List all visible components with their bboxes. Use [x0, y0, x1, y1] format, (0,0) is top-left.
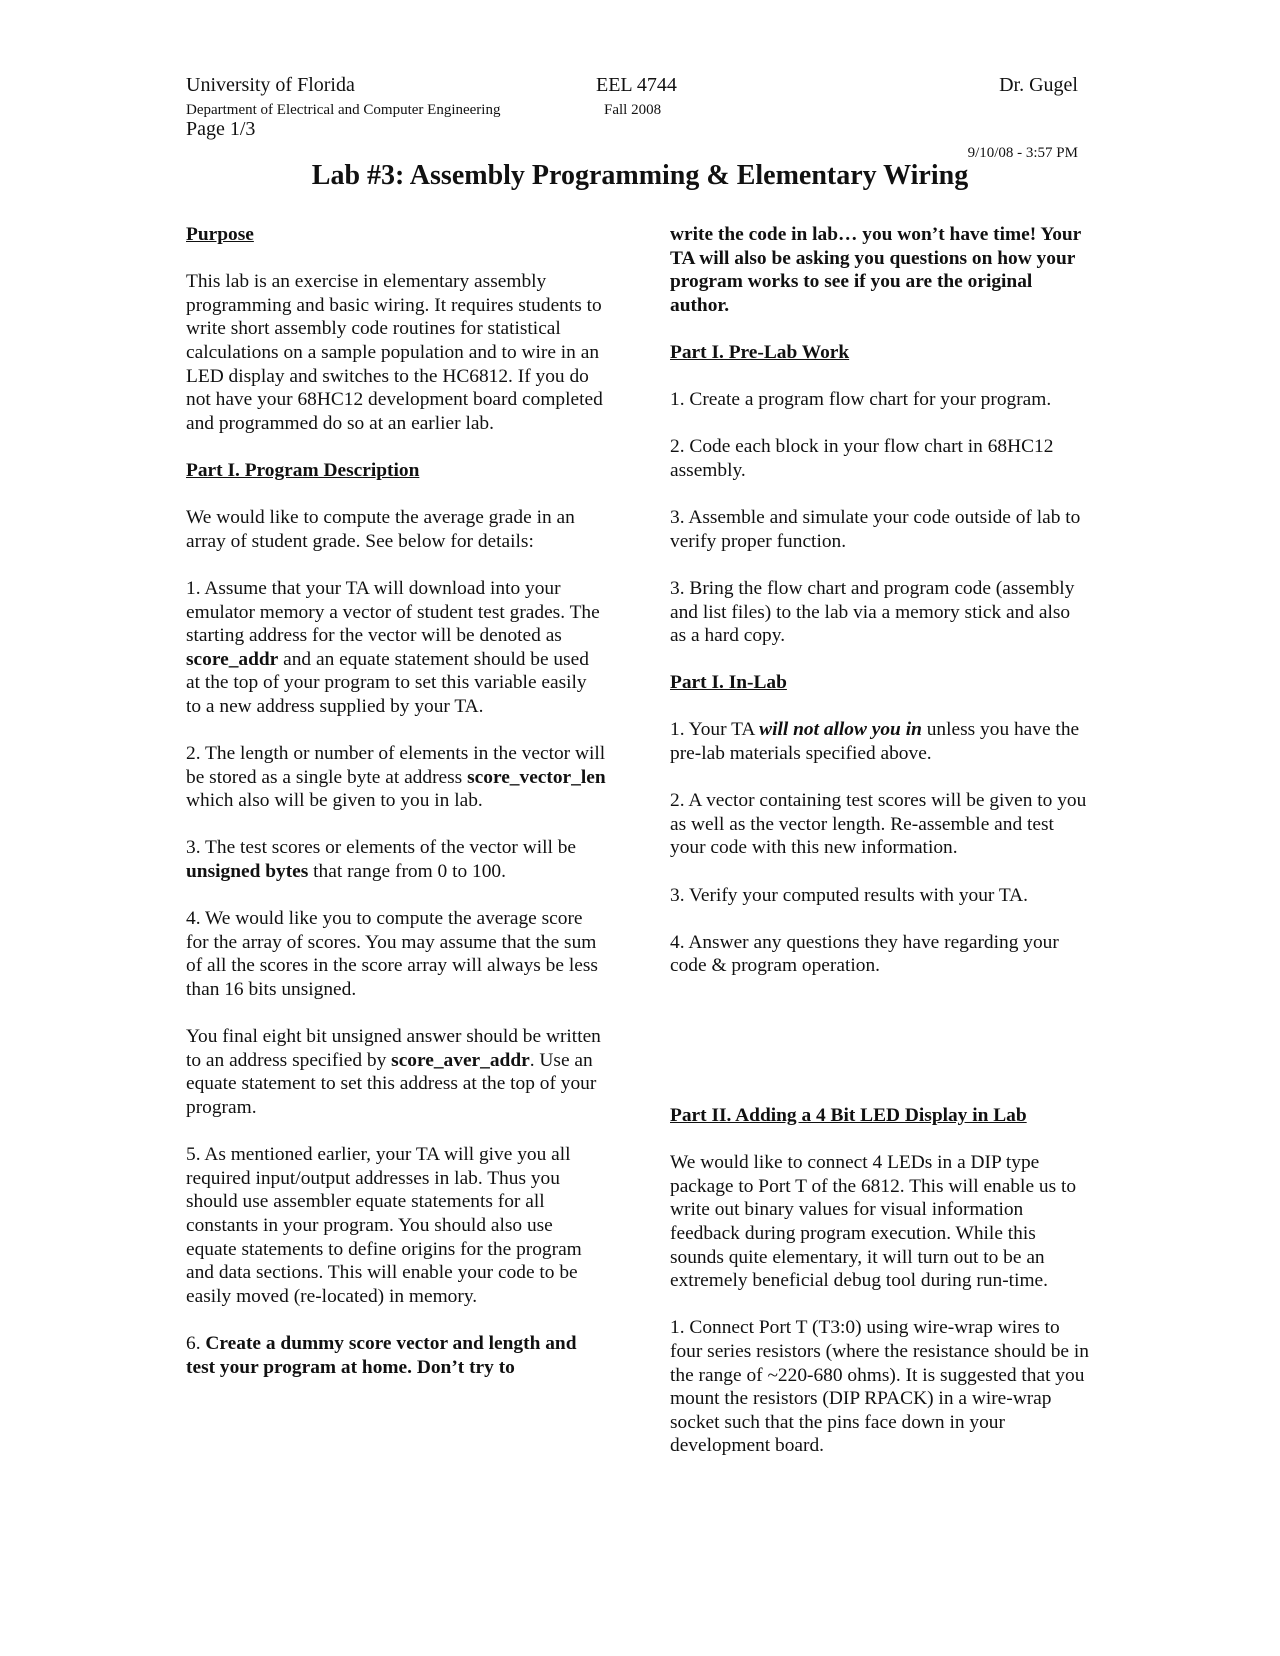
- final-answer-note: You final eight bit unsigned answer should be written to an address specified by score_aver_addr. Use an equate statement to set this address at the top of your program.: [186, 1026, 601, 1118]
- inlab-item-2: 2. A vector containing test scores will be given to you as well as the vector length. Re-assemble and test your code with this new information.: [670, 790, 1087, 859]
- item-4: 4. We would like you to compute the average score for the array of scores. You may assume that the sum of all the scores in the score array will always be less than 16 bits unsigned.: [186, 908, 598, 1000]
- item-3: 3. The test scores or elements of the vector will be unsigned bytes that range from 0 to 100.: [186, 837, 577, 883]
- purpose-heading: Purpose: [186, 224, 254, 245]
- item-2: 2. The length or number of elements in the vector will be stored as a single byte at address score_vector_len which also will be given to you in lab.: [186, 743, 606, 812]
- inlab-heading: Part I. In-Lab: [670, 672, 787, 694]
- program-description-heading: Part I. Program Description: [186, 459, 420, 481]
- item-6-continued: write the code in lab… you won’t have time! Your TA will also be asking you questions on how your program works to see if you are the original author.: [670, 224, 1081, 316]
- left-column: [186, 223, 606, 1403]
- right-column: [670, 223, 1090, 1002]
- part2-intro: We would like to connect 4 LEDs in a DIP type package to Port T of the 6812. This will enable us to write out binary values for visual information feedback during program execution. While this sounds quite elementary, it will turn out to be an extremely beneficial debug tool during run-time.: [670, 1152, 1077, 1292]
- instructor-name: Dr. Gugel: [999, 74, 1078, 96]
- prelab-heading: Part I. Pre-Lab Work: [670, 341, 850, 363]
- inlab-item-4: 4. Answer any questions they have regarding your code & program operation.: [670, 931, 1059, 977]
- prelab-item-4: 3. Bring the flow chart and program code (assembly and list files) to the lab via a memory stick and also as a hard copy.: [670, 577, 1075, 647]
- page-title: Lab #3: Assembly Programming & Elementary Wiring: [311, 160, 969, 191]
- part2-heading: Part II. Adding a 4 Bit LED Display in Lab: [670, 1105, 1027, 1126]
- course-code: EEL 4744: [596, 74, 677, 96]
- course-term: Fall 2008: [604, 102, 662, 118]
- department-name: Department of Electrical and Computer Engineering: [186, 102, 501, 118]
- prelab-item-2: 2. Code each block in your flow chart in 68HC12 assembly.: [670, 436, 1054, 481]
- university-name: University of Florida: [186, 74, 355, 96]
- page-number: Page 1/3: [186, 118, 256, 140]
- print-timestamp: 9/10/08 - 3:57 PM: [967, 145, 1078, 161]
- item-5: 5. As mentioned earlier, your TA will give you all required input/output addresses in lab. Thus you should use assembler equate statements for all constants in your program. You should also use equate statements to define origins for the program and data sections. This will enable your code to be easily moved (re-located) in memory.: [186, 1144, 582, 1307]
- purpose-text: This lab is an exercise in elementary assembly programming and basic wiring. It requires students to write short assembly code routines for statistical calculations on a sample population and to wire in an LED display and switches to the HC6812. If you do not have your 68HC12 development board completed and programmed do so at an earlier lab.: [186, 271, 603, 434]
- prelab-item-3: 3. Assemble and simulate your code outside of lab to verify proper function.: [670, 507, 1081, 552]
- inlab-item-1: 1. Your TA will not allow you in unless you have the pre-lab materials specified above.: [670, 719, 1080, 765]
- prelab-item-1: 1. Create a program flow chart for your program.: [670, 389, 1052, 411]
- part2-item-1: 1. Connect Port T (T3:0) using wire-wrap wires to four series resistors (where the resistance should be in the range of ~220-680 ohms). It is suggested that you mount the resistors (DIP RPACK) in a wire-wrap socket such that the pins face down in your development board.: [670, 1317, 1089, 1457]
- item-6: 6. Create a dummy score vector and length and test your program at home. Don’t try to: [186, 1332, 577, 1378]
- right-column-part2: [670, 1104, 1090, 1482]
- inlab-item-3: 3. Verify your computed results with your TA.: [670, 884, 1029, 906]
- program-intro: We would like to compute the average grade in an array of student grade. See below for details:: [186, 507, 575, 552]
- item-1: 1. Assume that your TA will download into your emulator memory a vector of student test grades. The starting address for the vector will be denoted as score_addr and an equate statement should be used at the top of your program to set this variable easily to a new address supplied by your TA.: [186, 577, 600, 717]
